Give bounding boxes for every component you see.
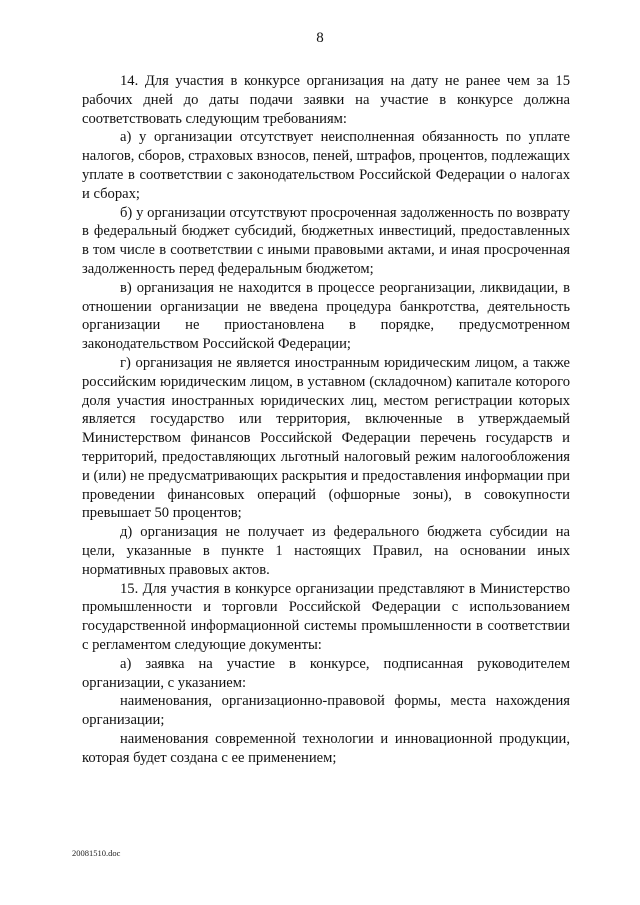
- document-body: [82, 72, 570, 767]
- page-number: 8: [316, 30, 324, 46]
- paragraph-15-intro: 15. Для участия в конкурсе организации представляют в Министерство промышленности и торговли Российской Федерации с использованием государственной информационной системы промышленности в соответствии с регламентом следующие документы:: [82, 580, 570, 653]
- paragraph-14-v: в) организация не находится в процессе реорганизации, ликвидации, в отношении организации не введена процедура банкротства, деятельность организации не приостановлена в порядке, предусмотренном законодательством Российской Федерации;: [82, 279, 570, 353]
- paragraph-15-a-technology: наименования современной технологии и инновационной продукции, которая будет создана с ее применением;: [82, 730, 570, 766]
- paragraph-14-intro: 14. Для участия в конкурсе организация на дату не ранее чем за 15 рабочих дней до даты подачи заявки на участие в конкурсе должна соответствовать следующим требованиям:: [82, 73, 570, 127]
- paragraph-14-a: а) у организации отсутствует неисполненная обязанность по уплате налогов, сборов, страховых взносов, пеней, штрафов, процентов, подлежащих уплате в соответствии с законодательством Российской Федерации о налогах и сборах;: [82, 129, 570, 202]
- paragraph-15-a: а) заявка на участие в конкурсе, подписанная руководителем организации, с указанием:: [82, 655, 570, 691]
- paragraph-15-a-name: наименования, организационно-правовой формы, места нахождения организации;: [82, 693, 570, 729]
- paragraph-14-d: д) организация не получает из федерального бюджета субсидии на цели, указанные в пункте 1 настоящих Правил, на основании иных нормативных правовых актов.: [82, 524, 570, 578]
- footer-document-filename: 20081510.doc: [72, 848, 121, 858]
- paragraph-14-g: г) организация не является иностранным юридическим лицом, а также российским юридическим лицом, в уставном (складочном) капитале которого доля участия иностранных юридических лиц, местом регистрации которых является государство или территория, включенные в утверждаемый Министерством финансов Российской Федерации перечень государств и территорий, предоставляющих льготный налоговый режим налогообложения и (или) не предусматривающих раскрытия и предоставления информации при проведении финансовых операций (офшорные зоны), в совокупности превышает 50 процентов;: [82, 354, 570, 522]
- paragraph-14-b: б) у организации отсутствуют просроченная задолженность по возврату в федеральный бюджет субсидий, бюджетных инвестиций, предоставленных в том числе в соответствии с иными правовыми актами, и иная просроченная задолженность перед федеральным бюджетом;: [82, 204, 570, 277]
